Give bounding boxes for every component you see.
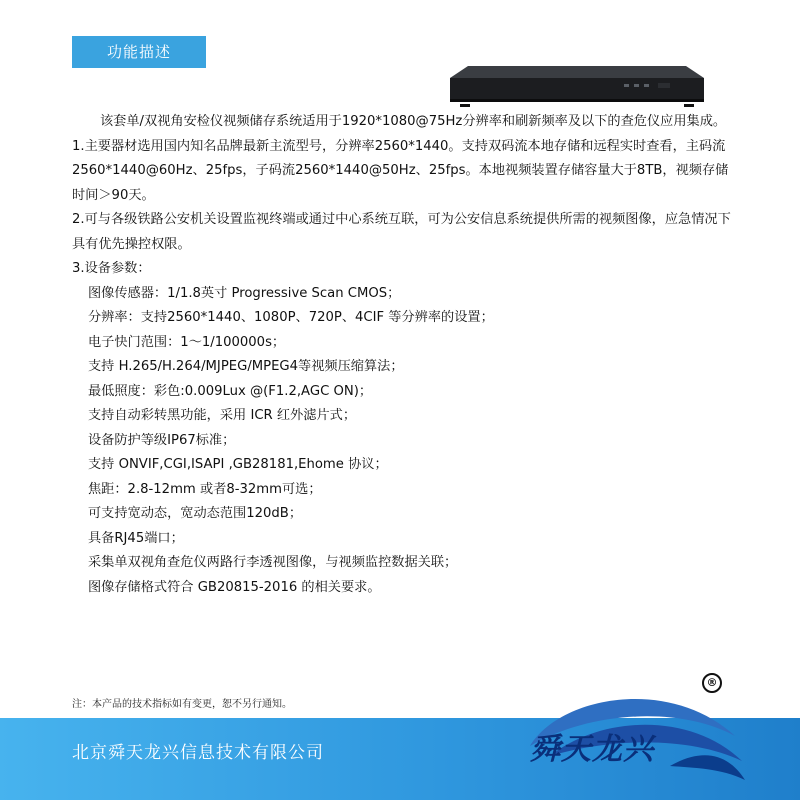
- point-2: 2.可与各级铁路公安机关设置监视终端或通过中心系统互联，可为公安信息系统提供所需的视频图像，应急情况下具有优先操控权限。: [72, 212, 731, 252]
- point-1: 1.主要器材选用国内知名品牌最新主流型号，分辨率2560*1440。支持双码流本地存储和远程实时查看，主码流2560*1440@60Hz、25fps，子码流2560*1440@50Hz、25fps。本地视频装置存储容量大于8TB，视频存储时间＞90天。: [72, 138, 729, 203]
- param-item: 分辨率：支持2560*1440、1080P、720P、4CIF 等分辨率的设置；: [88, 310, 494, 325]
- disclaimer-note: 注：本产品的技术指标如有变更，恕不另行通知。: [72, 699, 292, 710]
- param-item: 支持自动彩转黑功能，采用 ICR 红外滤片式；: [88, 408, 357, 423]
- registered-mark: ®: [702, 673, 722, 693]
- logo-text: 舜天龙兴: [530, 732, 654, 767]
- param-item: 电子快门范围：1～1/100000s；: [88, 334, 286, 350]
- company-name: 北京舜天龙兴信息技术有限公司: [72, 743, 324, 763]
- param-item: 支持 H.265/H.264/MJPEG/MPEG4等视频压缩算法；: [88, 359, 404, 374]
- description-body: [72, 110, 732, 600]
- section-title: 功能描述: [72, 36, 206, 68]
- param-item: 具备RJ45端口；: [88, 530, 184, 546]
- param-item: 图像传感器：1/1.8英寸 Progressive Scan CMOS；: [88, 285, 401, 301]
- parameter-list: [72, 282, 732, 601]
- point-3-title: 3.设备参数：: [72, 261, 151, 276]
- intro-paragraph: 该套单/双视角安检仪视频储存系统适用于1920*1080@75Hz分辨率和刷新频率及以下的查危仪应用集成。: [100, 114, 727, 129]
- param-item: 可支持宽动态，宽动态范围120dB；: [88, 506, 303, 521]
- param-item: 图像存储格式符合 GB20815-2016 的相关要求。: [88, 579, 381, 595]
- param-item: 最低照度：彩色:0.009Lux @(F1.2,AGC ON)；: [88, 383, 373, 399]
- param-item: 支持 ONVIF,CGI,ISAPI ,GB28181,Ehome 协议；: [88, 457, 388, 472]
- param-item: 设备防护等级IP67标准；: [88, 432, 236, 448]
- param-item: 焦距：2.8-12mm 或者8-32mm可选；: [88, 481, 322, 497]
- param-item: 采集单双视角查危仪两路行李透视图像，与视频监控数据关联；: [88, 555, 458, 570]
- nvr-device-image: [446, 58, 706, 108]
